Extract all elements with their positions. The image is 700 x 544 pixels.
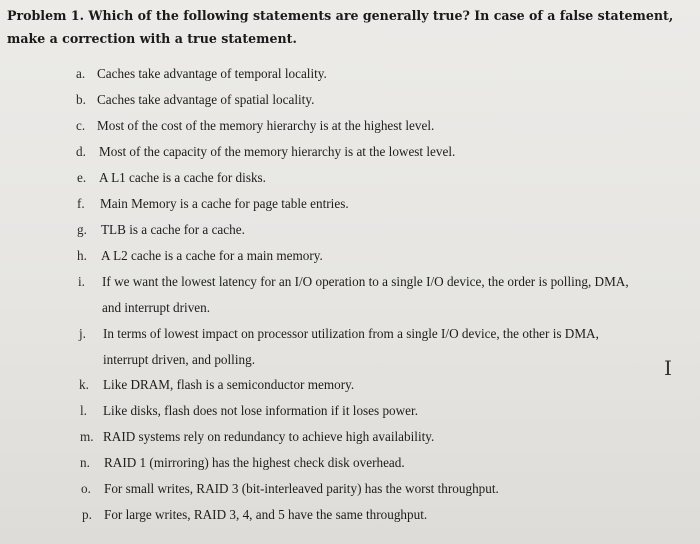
- list-item-l: [0, 399, 700, 423]
- problem-heading: Problem 1. Which of the following statements are generally true? In case of a false statement, make a correction with a true statement.: [7, 8, 674, 46]
- item-text-line-1: If we want the lowest latency for an I/O operation to a single I/O device, the order is polling, DMA,: [102, 274, 629, 289]
- list-item-j: [0, 322, 700, 374]
- list-item-g: [0, 218, 700, 242]
- list-item-i: [0, 270, 700, 322]
- item-marker: g.: [77, 222, 87, 237]
- item-text: A L1 cache is a cache for disks.: [99, 170, 266, 185]
- list-item-e: [0, 166, 700, 190]
- item-text: Most of the capacity of the memory hierarchy is at the lowest level.: [99, 144, 456, 159]
- item-marker: o.: [81, 481, 91, 496]
- list-item-n: [0, 451, 700, 475]
- item-marker: h.: [77, 248, 87, 263]
- item-marker: p.: [82, 507, 92, 522]
- item-marker: a.: [76, 66, 86, 81]
- item-text-line-1: In terms of lowest impact on processor utilization from a single I/O device, the other is DMA,: [103, 326, 599, 341]
- item-marker: i.: [78, 274, 85, 289]
- item-text: Main Memory is a cache for page table entries.: [100, 196, 349, 211]
- list-item-d: [0, 140, 700, 164]
- list-item-k: [0, 373, 700, 397]
- item-text: A L2 cache is a cache for a main memory.: [101, 248, 323, 263]
- item-marker: m.: [80, 429, 94, 444]
- list-item-c: [0, 114, 700, 138]
- item-marker: l.: [80, 403, 87, 418]
- list-item-f: [0, 192, 700, 216]
- item-marker: e.: [77, 170, 87, 185]
- item-marker: k.: [79, 377, 89, 392]
- list-item-h: [0, 244, 700, 268]
- item-text: [102, 270, 629, 320]
- list-item-b: [0, 88, 700, 112]
- item-text: For small writes, RAID 3 (bit-interleaved parity) has the worst throughput.: [104, 481, 499, 496]
- item-text: TLB is a cache for a cache.: [101, 222, 245, 237]
- item-marker: n.: [80, 455, 90, 470]
- item-text: For large writes, RAID 3, 4, and 5 have the same throughput.: [104, 507, 428, 522]
- list-item-a: [0, 62, 700, 86]
- item-marker: d.: [76, 144, 86, 159]
- item-marker: j.: [79, 326, 86, 341]
- item-text-line-2: and interrupt driven.: [102, 300, 211, 315]
- list-item-p: [0, 503, 700, 527]
- item-marker: b.: [76, 92, 86, 107]
- item-marker: c.: [76, 118, 86, 133]
- item-text: Caches take advantage of spatial locality.: [97, 92, 315, 107]
- list-item-m: [0, 425, 700, 449]
- list-item-o: [0, 477, 700, 501]
- item-text-line-2: interrupt driven, and polling.: [103, 352, 255, 367]
- item-text: [103, 322, 599, 372]
- item-text: Most of the cost of the memory hierarchy is at the highest level.: [97, 118, 435, 133]
- item-text: Like disks, flash does not lose information if it loses power.: [103, 403, 418, 418]
- item-text: Like DRAM, flash is a semiconductor memory.: [103, 377, 355, 392]
- text-cursor-icon: I: [664, 356, 672, 380]
- item-text: RAID 1 (mirroring) has the highest check disk overhead.: [104, 455, 405, 470]
- item-text: Caches take advantage of temporal locality.: [97, 66, 327, 81]
- item-text: RAID systems rely on redundancy to achieve high availability.: [103, 429, 435, 444]
- item-marker: f.: [77, 196, 85, 211]
